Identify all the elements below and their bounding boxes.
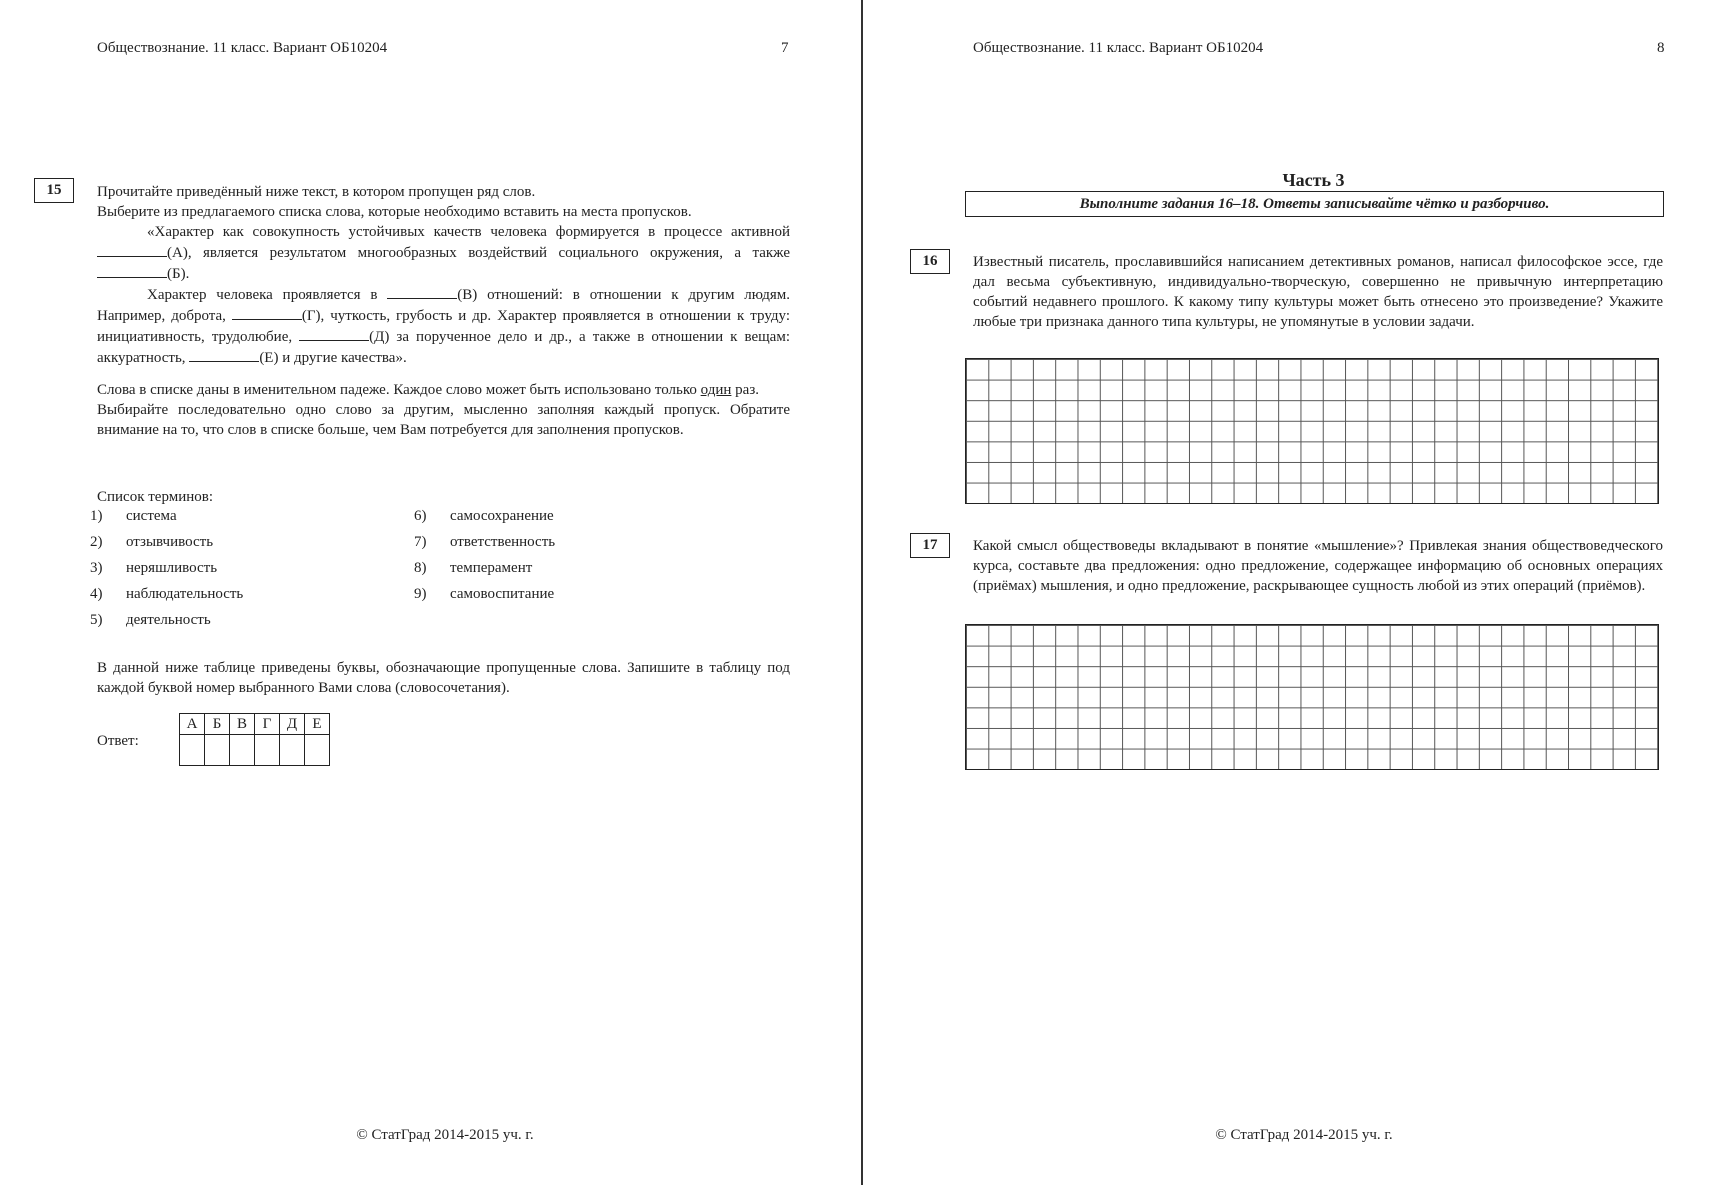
letter-cell: В [230, 714, 255, 735]
task15-rules: Слова в списке даны в именительном падеже. Каждое слово может быть использовано только один раз. Выбирайте последовательно одно слово за другим, мысленно заполняя каждый пропуск. Обратите внимание на то, что слов в списке больше, чем Вам потребуется для заполнения пропусков. [97, 382, 790, 438]
letter-cell: А [180, 714, 205, 735]
letter-cell: Б [205, 714, 230, 735]
page-header: Обществознание. 11 класс. Вариант ОБ10204 [97, 40, 388, 56]
letter-cell: Е [305, 714, 330, 735]
right-page [864, 0, 1722, 1185]
task-number-15: 15 [34, 178, 74, 203]
answer-cell[interactable] [255, 735, 280, 766]
task15-rules2: Выбирайте последовательно одно слово за другим, мысленно заполняя каждый пропуск. Обратите внимание на то, что слов в списке больше, чем Вам потребуется для заполнения пропусков. [97, 402, 790, 438]
task15-intro-line1: Прочитайте приведённый ниже текст, в котором пропущен ряд слов. [97, 184, 536, 200]
answer-grid-16[interactable] [965, 358, 1659, 504]
part-title: Часть 3 [1282, 170, 1345, 190]
terms-title: Список терминов: [97, 489, 214, 505]
answer-table [179, 713, 330, 766]
table-intro: В данной ниже таблице приведены буквы, обозначающие пропущенные слова. Запишите в таблицу под каждой буквой номер выбранного Вами слова (словосочетания). [97, 660, 790, 696]
page-footer: © СтатГрад 2014-2015 уч. г. [356, 1127, 534, 1143]
letter-cell: Г [255, 714, 280, 735]
page-number: 8 [1657, 40, 1665, 56]
answer-grid-17[interactable] [965, 624, 1659, 770]
answer-cell[interactable] [230, 735, 255, 766]
task15-intro [97, 182, 790, 368]
terms-list: 1) система 2) отзывчивость 3) неряшливость 4) наблюдательность 5) деятельность 6) самосохранение 7) ответственность 8) темперамент 9) самовоспитание [90, 508, 556, 628]
task15-paragraph1: «Характер как совокупность устойчивых качеств человека формируется в процессе активной (А), является результатом многообразных воздействий социального окружения, а также (Б). [97, 222, 790, 284]
letter-cell: Д [280, 714, 305, 735]
task17-text: Какой смысл обществоведы вкладывают в понятие «мышление»? Привлекая знания обществоведческого курса, составьте два предложения: одно предложение, содержащее информацию об основных операциях (приёмах) мышления, и одно предложение, раскрывающее сущность любой из этих операций (приёмов). [973, 538, 1663, 594]
task16-text: Известный писатель, прославившийся написанием детективных романов, написал философское эссе, где дал весьма субъективную, индивидуально-творческую, совершенно не привычную интерпретацию событий недавнего прошлого. К какому типу культуры может быть отнесено это произведение? Укажите любые три признака данного типа культуры, не упомянутые в условии задачи. [973, 254, 1663, 330]
blank-b[interactable] [97, 263, 167, 278]
blank-e[interactable] [189, 347, 259, 362]
answer-cell[interactable] [205, 735, 230, 766]
answer-cell[interactable] [180, 735, 205, 766]
blank-a[interactable] [97, 242, 167, 257]
answer-label: Ответ: [97, 733, 139, 749]
part-instruction: Выполните задания 16–18. Ответы записывайте чётко и разборчиво. [965, 191, 1664, 217]
answer-cell[interactable] [305, 735, 330, 766]
page-footer: © СтатГрад 2014-2015 уч. г. [1215, 1127, 1393, 1143]
task-number-16: 16 [910, 249, 950, 274]
page-number: 7 [781, 40, 789, 56]
task15-intro-line2: Выберите из предлагаемого списка слова, которые необходимо вставить на места пропусков. [97, 204, 692, 220]
task-number-17: 17 [910, 533, 950, 558]
task15-paragraph2: Характер человека проявляется в (В) отношений: в отношении к другим людям. Например, доброта, (Г), чуткость, грубость и др. Характер проявляется в отношении к труду: инициативность, трудолюбие, (Д) за порученное дело и др., а также в отношении к вещам: аккуратность, (Е) и другие качества». [97, 284, 790, 368]
blank-v[interactable] [387, 284, 457, 299]
page-header: Обществознание. 11 класс. Вариант ОБ10204 [973, 40, 1264, 56]
answer-cell[interactable] [280, 735, 305, 766]
blank-g[interactable] [232, 305, 302, 320]
blank-d[interactable] [299, 326, 369, 341]
